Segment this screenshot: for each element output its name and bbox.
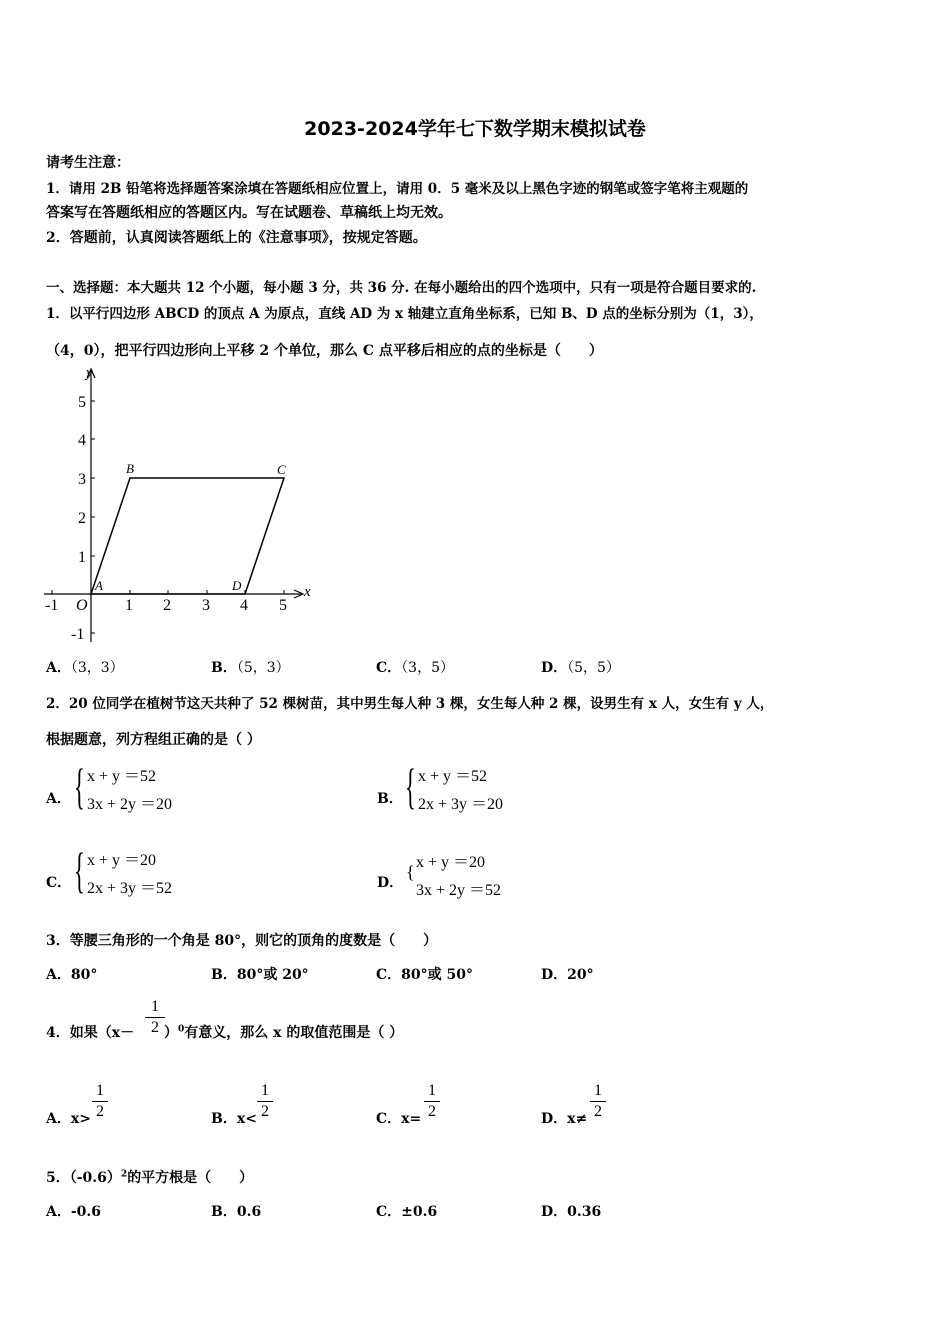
q1-option-b[interactable]: B．（5，3） <box>211 660 290 676</box>
q1-option-d[interactable]: D．（5，5） <box>541 660 620 676</box>
q4-fraction-numerator: 1 <box>151 998 159 1015</box>
q5-text: 5．$(-0.6)^2$的平方根是（ ） <box>46 1169 254 1186</box>
q3-option-b[interactable]: B．80°或 20° <box>211 967 309 983</box>
q1-line-2: （4，0），把平行四边形向上平移 2 个单位，那么 C 点平移后相应的点的坐标是（ ） <box>46 343 603 359</box>
q4-prefix: 4．如果（x－ <box>46 1025 135 1041</box>
point-d-label: D <box>232 578 242 593</box>
q5-option-d[interactable]: D．0.36 <box>541 1204 602 1220</box>
q2-option-b-label[interactable]: B． <box>377 791 403 807</box>
q2-line-2: 根据题意，列方程组正确的是（ ） <box>46 732 261 748</box>
q3-option-c[interactable]: C．80°或 50° <box>376 967 473 983</box>
section-heading: 一、选择题：本大题共 12 个小题，每小题 3 分，共 36 分. 在每小题给出的四个选项中，只有一项是符合题目要求的. <box>46 280 757 296</box>
q2-option-a-eq1: x + y ＝52 <box>87 768 157 785</box>
q2-option-c-eq2: 2x + 3y ＝52 <box>87 880 173 897</box>
q4-option-d[interactable]: D．x≠ <box>541 1111 588 1127</box>
x-tick-label: 4 <box>240 597 248 614</box>
origin-label: O <box>76 597 88 614</box>
q2-option-d-label[interactable]: D． <box>377 875 404 891</box>
q2-option-c-eq1: x + y ＝20 <box>87 852 157 869</box>
q1-option-c[interactable]: C．（3，5） <box>376 660 454 676</box>
y-axis-label: y <box>86 365 93 381</box>
x-tick-label: -1 <box>45 597 59 614</box>
q2-option-b-brace: { <box>405 758 416 814</box>
x-tick-label: 5 <box>279 597 287 614</box>
q4-fraction-denominator: 2 <box>151 1019 159 1036</box>
x-tick-label: 1 <box>125 597 133 614</box>
y-tick-label: -1 <box>71 626 85 643</box>
q3-option-d[interactable]: D．20° <box>541 967 594 983</box>
notice-line-2: 2．答题前，认真阅读答题纸上的《注意事项》，按规定答题。 <box>46 230 427 246</box>
q2-option-c-label[interactable]: C． <box>46 875 72 891</box>
q4-option-a-fraction: 1 2 <box>92 1081 108 1122</box>
y-tick-label: 3 <box>78 471 86 488</box>
q4-option-c[interactable]: C．x= <box>376 1111 422 1127</box>
q2-option-b-eq2: 2x + 3y ＝20 <box>418 796 504 813</box>
q5-option-a[interactable]: A．-0.6 <box>46 1204 102 1220</box>
q2-option-b-eq1: x + y ＝52 <box>418 768 488 785</box>
x-tick-label: 3 <box>202 597 210 614</box>
q1-option-a[interactable]: A．（3，3） <box>46 660 124 676</box>
notice-line-1a: 1．请用 2B 铅笔将选择题答案涂填在答题纸相应位置上，请用 0．5 毫米及以上黑色字迹的钢笔或签字笔将主观题的 <box>46 181 749 197</box>
q3-option-a[interactable]: A．80° <box>46 967 98 983</box>
point-b-label: B <box>126 461 134 476</box>
page-title: 2023-2024学年七下数学期末模拟试卷 <box>304 118 646 140</box>
q1-line-1: 1．以平行四边形 ABCD 的顶点 A 为原点，直线 AD 为 x 轴建立直角坐标系，已知 B、D 点的坐标分别为（1，3）， <box>46 306 763 322</box>
q5-option-b[interactable]: B．0.6 <box>211 1204 262 1220</box>
q3-text: 3．等腰三角形的一个角是 80°，则它的顶角的度数是（ ） <box>46 933 438 949</box>
parallelogram-abcd <box>91 478 284 594</box>
x-axis-label: x <box>304 584 311 600</box>
q4-option-b[interactable]: B．x< <box>211 1111 257 1127</box>
q4-suffix: ）$^0$有意义，那么 x 的取值范围是（ ） <box>164 1024 404 1041</box>
q2-option-d-brace: { <box>406 862 415 882</box>
q2-option-a-label[interactable]: A． <box>46 791 71 807</box>
y-tick-label: 5 <box>78 394 86 411</box>
q2-option-d-eq1: x + y ＝20 <box>416 854 486 871</box>
q2-line-1: 2．20 位同学在植树节这天共种了 52 棵树苗，其中男生每人种 3 棵，女生每人种 2 棵，设男生有 x 人，女生有 y 人， <box>46 696 774 712</box>
q2-option-c-brace: { <box>74 842 85 898</box>
q5-option-c[interactable]: C．±0.6 <box>376 1204 438 1220</box>
y-tick-label: 4 <box>78 432 86 449</box>
point-c-label: C <box>277 462 286 477</box>
q2-option-d-eq2: 3x + 2y ＝52 <box>416 882 502 899</box>
q4-option-d-fraction: 1 2 <box>590 1081 606 1122</box>
q4-option-c-fraction: 1 2 <box>424 1081 440 1122</box>
point-a-label: A <box>95 578 103 593</box>
notice-line-1b: 答案写在答题纸相应的答题区内。写在试题卷、草稿纸上均无效。 <box>46 205 452 221</box>
q1-coordinate-figure <box>40 362 320 652</box>
y-tick-label: 2 <box>78 510 86 527</box>
q4-option-b-fraction: 1 2 <box>257 1081 273 1122</box>
q2-option-a-eq2: 3x + 2y ＝20 <box>87 796 173 813</box>
q4-fraction <box>145 997 165 1038</box>
x-tick-label: 2 <box>163 597 171 614</box>
q4-option-a[interactable]: A．x> <box>46 1111 91 1127</box>
notice-heading: 请考生注意： <box>46 155 130 171</box>
q2-option-a-brace: { <box>74 758 85 814</box>
y-tick-label: 1 <box>78 549 86 566</box>
